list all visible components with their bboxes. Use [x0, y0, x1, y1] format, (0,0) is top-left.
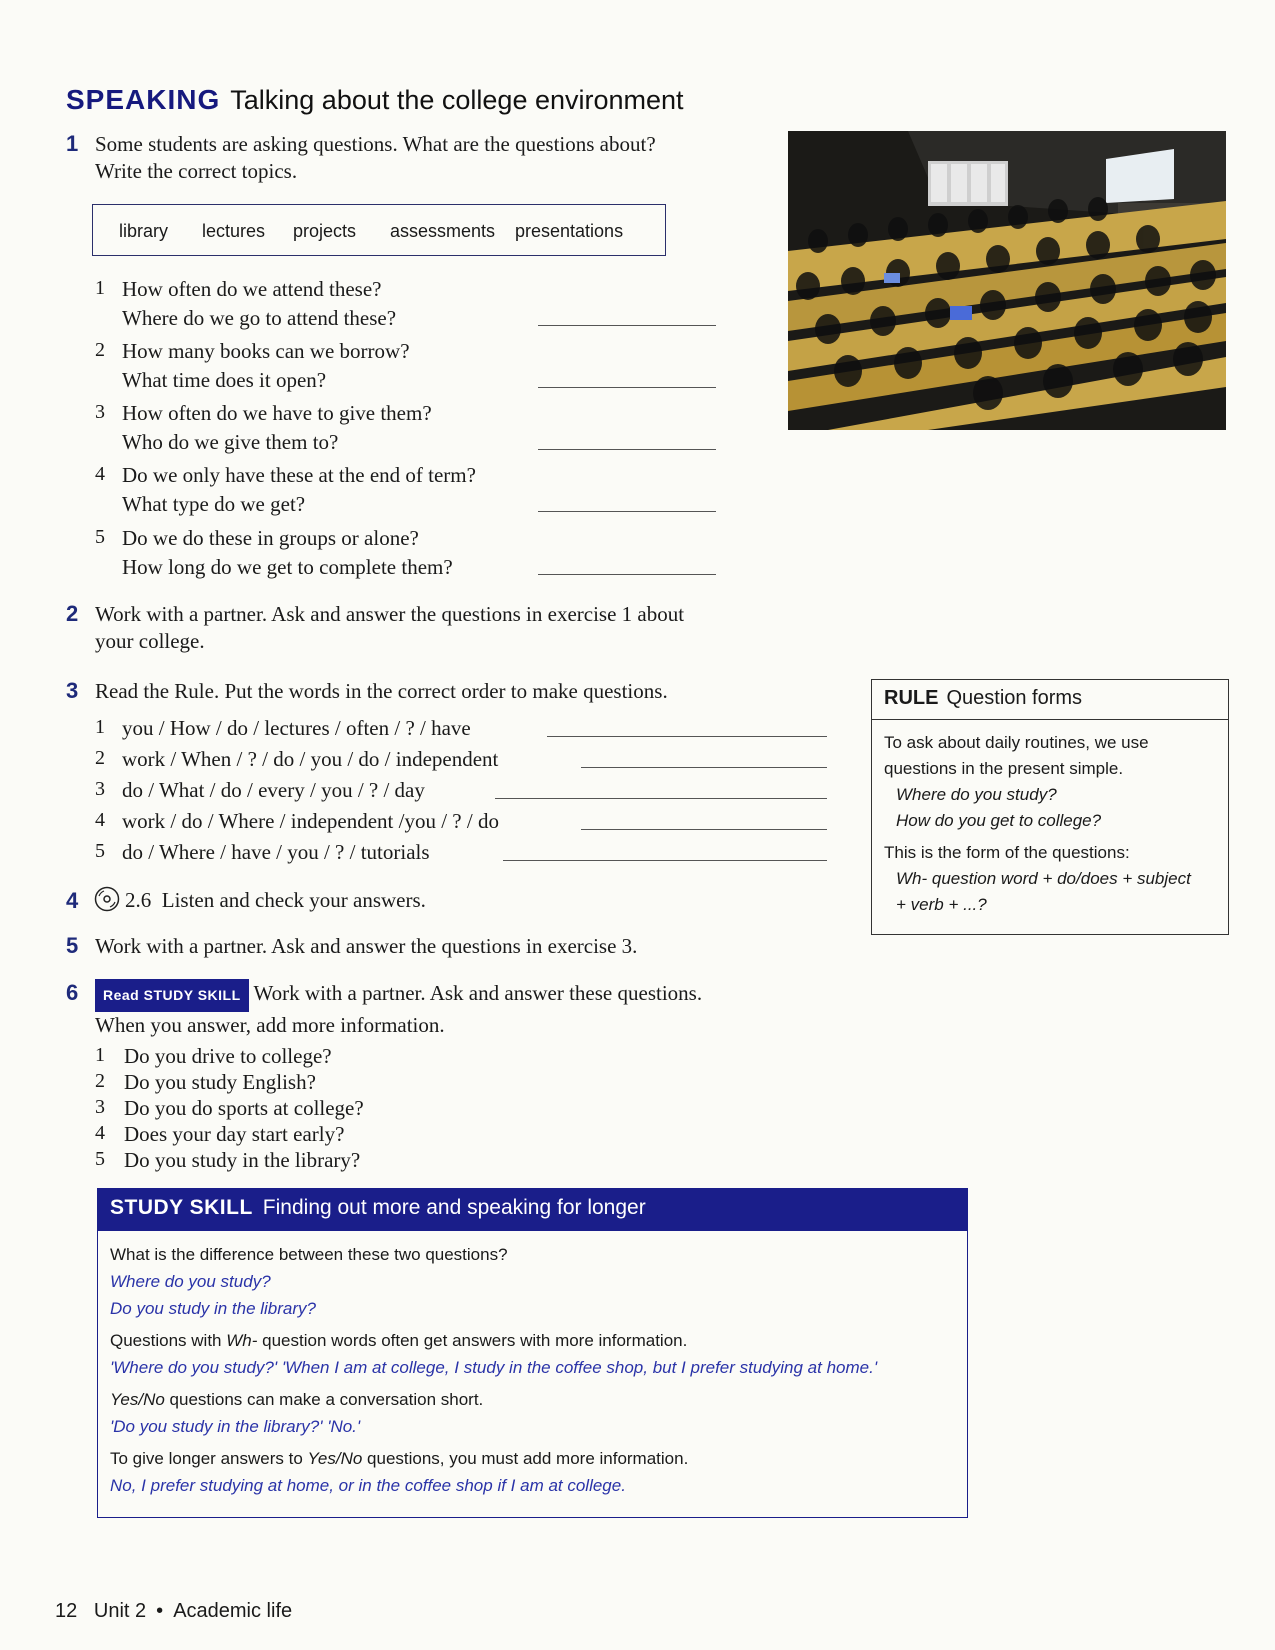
exercise-6-items [95, 1042, 495, 1177]
answer-blank[interactable] [538, 574, 716, 575]
item-question-line1: How often do we attend these? [122, 277, 382, 301]
item-number: 3 [95, 401, 105, 423]
study-skill-emphasis: Yes/No [110, 1390, 165, 1409]
item-question-line1: How often do we have to give them? [122, 401, 432, 425]
answer-blank[interactable] [538, 387, 716, 388]
study-skill-emphasis: Yes/No [307, 1449, 363, 1468]
answer-blank[interactable] [581, 767, 827, 768]
item-number: 2 [95, 1070, 105, 1092]
discussion-question: Do you do sports at college? [124, 1096, 364, 1120]
exercise-3-number: 3 [66, 678, 79, 703]
item-number: 3 [95, 1096, 105, 1118]
scrambled-question: do / Where / have / you / ? / tutorials [122, 840, 430, 864]
topic-word-box [92, 204, 666, 256]
item-number: 5 [95, 1148, 105, 1170]
exercise-6-number: 6 [66, 980, 79, 1005]
scrambled-question: work / When / ? / do / you / do / independent [122, 747, 499, 771]
page-number: 12 [55, 1600, 78, 1622]
exercise-1-instruction-line2: Write the correct topics. [95, 159, 298, 183]
section-keyword: SPEAKING [66, 84, 221, 115]
rule-header [872, 680, 1228, 720]
item-question-line1: How many books can we borrow? [122, 339, 410, 363]
exercise-4-instruction [125, 887, 426, 914]
exercise-3-items [95, 714, 835, 864]
item-number: 2 [95, 747, 105, 769]
item-number: 5 [95, 526, 105, 548]
study-skill-text: What is the difference between these two questions? [110, 1245, 508, 1264]
bullet-separator: • [156, 1600, 164, 1622]
exercise-4-text: Listen and check your answers. [161, 888, 426, 912]
study-skill-text: To give longer answers to [110, 1449, 308, 1468]
answer-blank[interactable] [538, 449, 716, 450]
item-question [122, 461, 476, 519]
exercise-5-number: 5 [66, 933, 79, 958]
exercise-2-number: 2 [66, 601, 79, 626]
rule-text: This is the form of the questions: [884, 843, 1130, 862]
scrambled-question: work / do / Where / independent /you / ? / do [122, 809, 499, 833]
audio-cd-icon[interactable] [94, 886, 120, 912]
answer-blank[interactable] [547, 736, 827, 737]
item-question [122, 275, 396, 333]
item-question-line1: Do we only have these at the end of term? [122, 463, 476, 487]
study-skill-example: Do you study in the library? [110, 1299, 316, 1318]
answer-blank[interactable] [503, 860, 827, 861]
exercise-6-line2: When you answer, add more information. [95, 1013, 445, 1037]
answer-blank[interactable] [581, 829, 827, 830]
item-question [122, 524, 453, 582]
exercise-2-instruction [95, 601, 684, 655]
exercise-3-instruction: Read the Rule. Put the words in the correct order to make questions. [95, 679, 668, 703]
rule-box [871, 679, 1229, 935]
page-footer [55, 1600, 292, 1623]
scrambled-question: you / How / do / lectures / often / ? / have [122, 716, 471, 740]
study-skill-example: Where do you study? [110, 1272, 271, 1291]
rule-text: To ask about daily routines, we use [884, 733, 1149, 752]
study-skill-badge: Read STUDY SKILL [95, 979, 249, 1012]
item-question [122, 399, 432, 457]
lecture-hall-photo [788, 131, 1226, 430]
exercise-6-instruction [95, 979, 702, 1039]
footer-unit: Unit 2 [93, 1600, 147, 1622]
item-question-line1: Do we do these in groups or alone? [122, 526, 419, 550]
topic-word: projects [293, 221, 357, 241]
study-skill-example: No, I prefer studying at home, or in the coffee shop if I am at college. [110, 1476, 626, 1495]
exercise-6-line1: Work with a partner. Ask and answer these questions. [253, 981, 703, 1005]
footer-topic: Academic life [173, 1600, 293, 1622]
study-skill-text: questions can make a conversation short. [164, 1390, 484, 1409]
discussion-question: Do you drive to college? [124, 1044, 332, 1068]
rule-text: questions in the present simple. [884, 759, 1124, 778]
study-skill-text: question words often get answers with more information. [257, 1331, 688, 1350]
exercise-2-line1: Work with a partner. Ask and answer the questions in exercise 1 about [95, 602, 685, 626]
answer-blank[interactable] [495, 798, 827, 799]
topic-word: presentations [515, 221, 624, 241]
rule-formula: + verb + ...? [896, 895, 987, 914]
study-skill-keyword: STUDY SKILL [110, 1196, 253, 1219]
rule-body [872, 720, 1228, 928]
rule-example: How do you get to college? [896, 811, 1102, 830]
exercise-4-number: 4 [66, 888, 79, 913]
discussion-question: Do you study English? [124, 1070, 316, 1094]
discussion-question: Does your day start early? [124, 1122, 345, 1146]
study-skill-text: Questions with [110, 1331, 227, 1350]
topic-word: lectures [202, 221, 266, 241]
study-skill-title: Finding out more and speaking for longer [262, 1196, 646, 1219]
topic-word: library [119, 221, 169, 241]
study-skill-box [97, 1188, 968, 1518]
answer-blank[interactable] [538, 325, 716, 326]
item-question-line2: How long do we get to complete them? [122, 555, 453, 579]
exercise-5-instruction: Work with a partner. Ask and answer the questions in exercise 3. [95, 934, 638, 958]
item-number: 4 [95, 463, 105, 485]
study-skill-text: questions, you must add more information. [362, 1449, 689, 1468]
study-skill-emphasis: Wh- [226, 1331, 258, 1350]
rule-title: Question forms [946, 687, 1083, 709]
exercise-2-line2: your college. [95, 629, 205, 653]
track-number: 2.6 [125, 888, 152, 912]
item-question-line2: Where do we go to attend these? [122, 306, 397, 330]
item-question-line2: What type do we get? [122, 492, 306, 516]
item-question-line2: What time does it open? [122, 368, 327, 392]
exercise-1-number: 1 [66, 131, 79, 156]
item-number: 1 [95, 1044, 105, 1066]
item-number: 1 [95, 716, 105, 738]
exercise-1-instruction-line1: Some students are asking questions. What are the questions about? [95, 132, 656, 156]
exercise-1-instruction [95, 131, 656, 185]
section-subtitle: Talking about the college environment [230, 85, 684, 115]
scrambled-question: do / What / do / every / you / ? / day [122, 778, 425, 802]
section-title [66, 84, 684, 116]
study-skill-body [98, 1231, 967, 1514]
item-number: 2 [95, 339, 105, 361]
rule-keyword: RULE [884, 687, 939, 709]
item-number: 5 [95, 840, 105, 862]
item-number: 4 [95, 809, 105, 831]
item-number: 1 [95, 277, 105, 299]
item-question-line2: Who do we give them to? [122, 430, 339, 454]
item-number: 3 [95, 778, 105, 800]
answer-blank[interactable] [538, 511, 716, 512]
item-question [122, 337, 410, 395]
rule-formula: Wh- question word + do/does + subject [896, 869, 1191, 888]
item-number: 4 [95, 1122, 105, 1144]
rule-example: Where do you study? [896, 785, 1057, 804]
study-skill-example: 'Where do you study?' 'When I am at college, I study in the coffee shop, but I prefer studying at home.' [110, 1358, 878, 1377]
study-skill-example: 'Do you study in the library?' 'No.' [110, 1417, 361, 1436]
study-skill-header [98, 1189, 967, 1231]
discussion-question: Do you study in the library? [124, 1148, 361, 1172]
topic-word: assessments [390, 221, 496, 241]
